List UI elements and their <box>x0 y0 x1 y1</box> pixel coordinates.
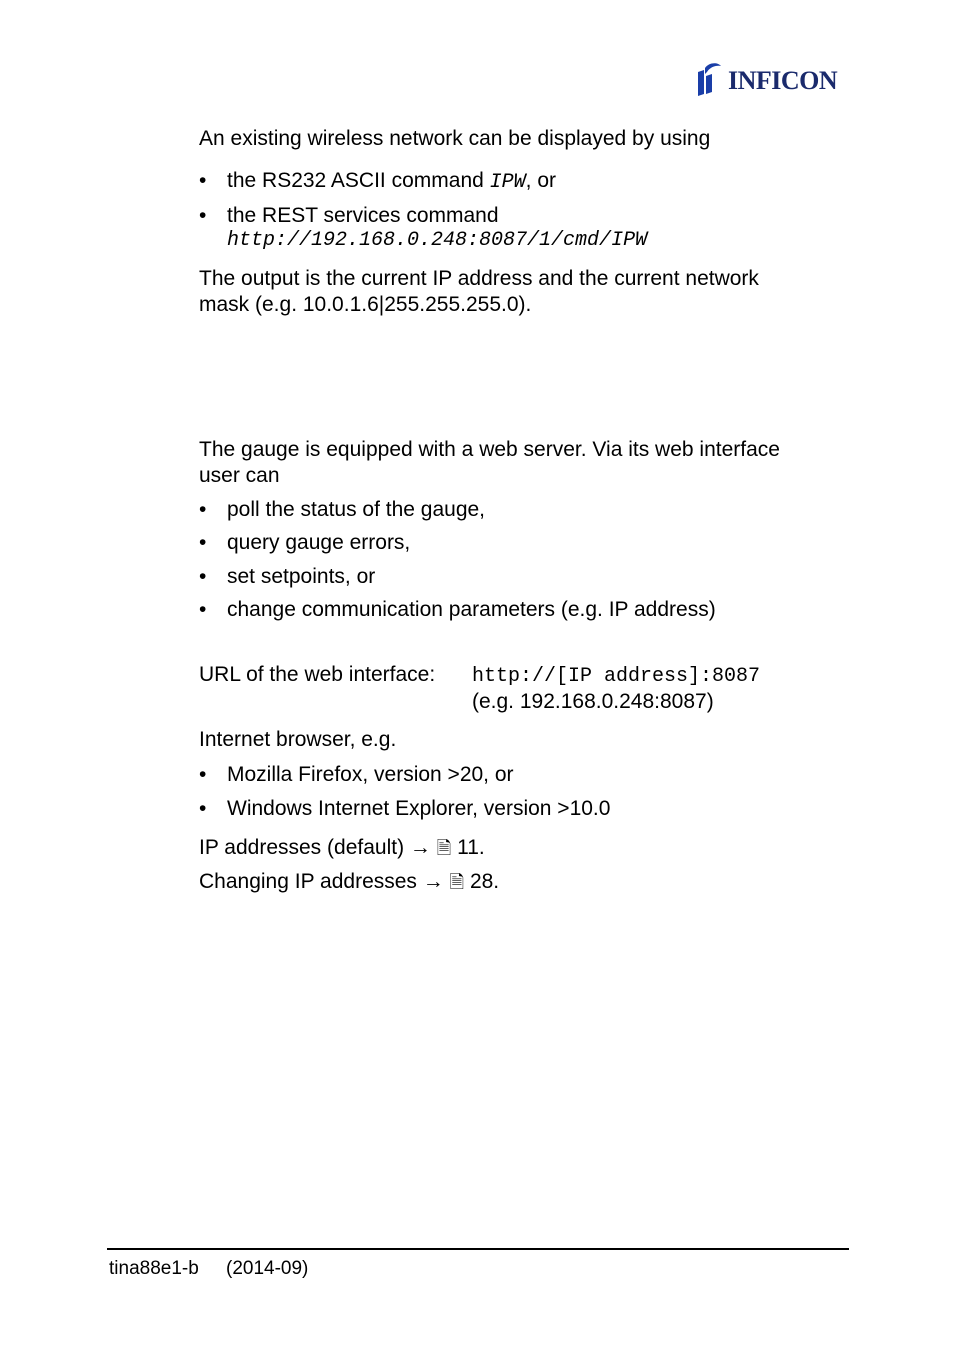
ref-page-number: 28. <box>469 870 500 893</box>
webserver-intro-line-2: user can <box>199 464 280 487</box>
bullet-icon: • <box>199 565 207 588</box>
ref-ip-default <box>199 835 485 862</box>
webserver-intro-line-1: The gauge is equipped with a web server. Via its web interface <box>199 438 780 461</box>
browser-intro: Internet browser, e.g. <box>199 728 397 751</box>
ref-page-number: 11. <box>457 836 485 859</box>
bullet-icon: • <box>199 498 207 521</box>
bullet-icon: • <box>199 797 207 820</box>
url-example: (e.g. 192.168.0.248:8087) <box>472 690 714 713</box>
bullet-icon: • <box>199 169 207 192</box>
list-item: change communication parameters (e.g. IP address) <box>227 598 716 621</box>
bullet-text: the RS232 ASCII command <box>227 169 490 192</box>
ref-changing-ip <box>199 869 499 896</box>
bullet-suffix: , or <box>525 169 556 192</box>
bullet-icon: • <box>199 598 207 621</box>
list-item: Mozilla Firefox, version >20, or <box>227 763 514 786</box>
url-label: URL of the web interface: <box>199 663 436 686</box>
bullet-icon: • <box>199 531 207 554</box>
output-line-2: mask (e.g. 10.0.1.6|255.255.255.0). <box>199 293 532 316</box>
page-icon: 🗎 <box>436 838 452 859</box>
wireless-bullet-rs232 <box>227 168 556 196</box>
arrow-icon: → <box>422 870 444 893</box>
list-item: query gauge errors, <box>227 531 411 554</box>
ref-text: Changing IP addresses <box>199 870 423 893</box>
footer-doc-id: tina88e1-b <box>109 1258 199 1279</box>
ref-text: IP addresses (default) <box>199 836 410 859</box>
inficon-logo <box>694 62 846 96</box>
output-line-1: The output is the current IP address and the current network <box>199 267 759 290</box>
wireless-bullet-rest: the REST services command <box>227 204 499 227</box>
wireless-intro: An existing wireless network can be displayed by using <box>199 127 711 150</box>
bullet-icon: • <box>199 763 207 786</box>
url-value: http://[IP address]:8087 <box>472 665 761 688</box>
arrow-icon: → <box>409 836 431 859</box>
page-icon: 🗎 <box>449 872 465 893</box>
footer-rule <box>107 1248 849 1250</box>
footer-date: (2014-09) <box>226 1258 309 1279</box>
inficon-logo-mark-icon <box>694 62 724 96</box>
bullet-icon: • <box>199 204 207 227</box>
ipw-command: IPW <box>489 171 526 194</box>
list-item: poll the status of the gauge, <box>227 498 486 521</box>
list-item: Windows Internet Explorer, version >10.0 <box>227 797 611 820</box>
rest-command-url: http://192.168.0.248:8087/1/cmd/IPW <box>227 229 648 252</box>
list-item: set setpoints, or <box>227 565 376 588</box>
logo-wordmark: INFICON <box>728 66 838 95</box>
